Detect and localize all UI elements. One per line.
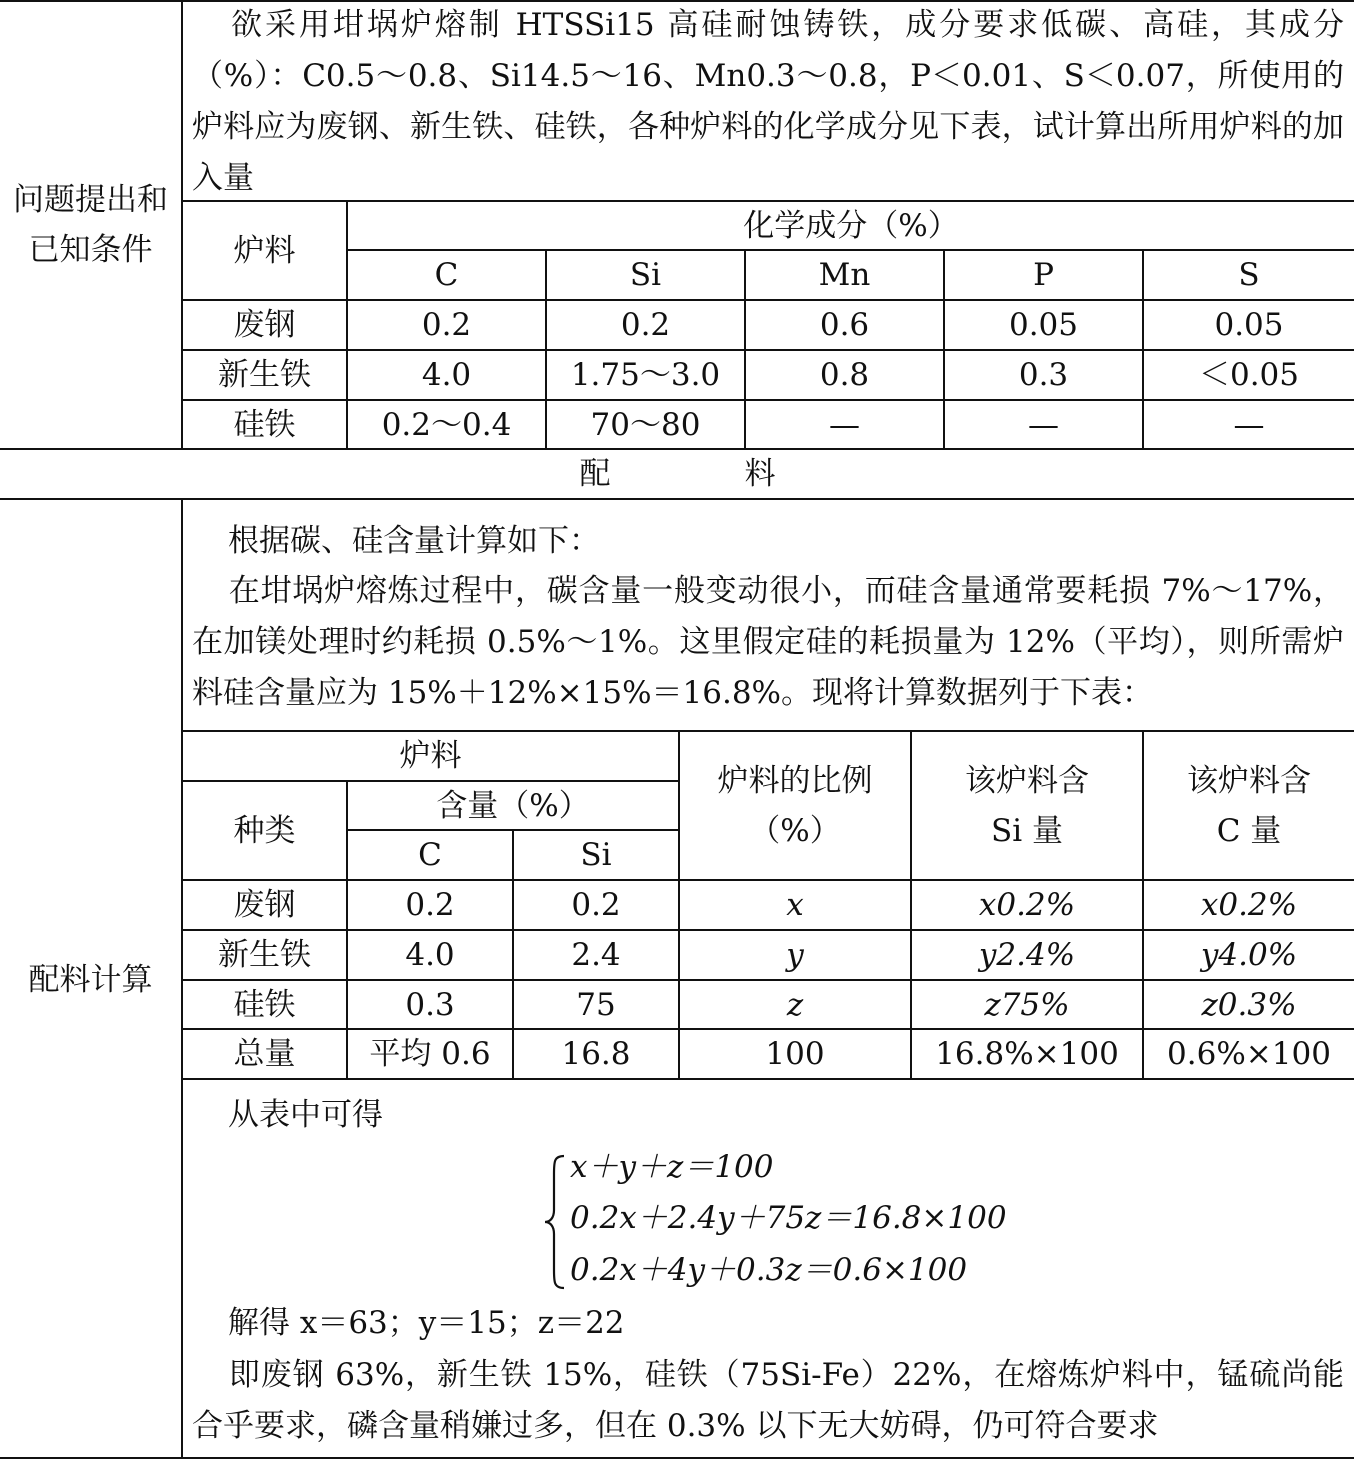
t2-cell: 75 [576,986,616,1023]
t1-col-mn: Mn [818,257,871,293]
conclusion-paragraph [192,1350,1344,1452]
t1-cell: 70～80 [590,406,701,443]
section2-label: 配料计算 [28,962,153,998]
t1-row-name: 硅铁 [233,406,296,443]
t1-cell: 0.6 [819,307,870,343]
band-title-left: 配 [579,456,611,492]
t1-cell: — [1028,406,1059,443]
t2-header-kind: 种类 [233,812,296,849]
t2-header-ratio-line2: （%） [749,813,841,849]
t2-cell: 0.2 [405,887,455,923]
t1-cell: — [1233,406,1265,443]
t1-header-material: 炉料 [233,232,296,269]
t1-cell: 0.2 [620,307,671,343]
t1-row-name: 废钢 [233,307,296,343]
t2-cell: 16.8 [561,1036,631,1072]
t2-header-c-amount-line1: 该炉料含 [1187,763,1311,799]
t2-cell: 0.2 [571,887,621,923]
t1-cell: 0.05 [1008,307,1079,343]
t2-cell: z75% [984,986,1070,1023]
equation-2: 0.2x＋2.4y＋75z＝16.8×100 [570,1200,1007,1236]
t2-header-si-amount-line2: Si 量 [990,813,1063,849]
t2-cell: x0.2% [1200,887,1298,923]
t1-header-chem: 化学成分（%） [743,207,959,244]
intro-paragraph [192,516,1344,567]
problem-text: 欲采用坩埚炉熔制 HTSSi15 高硅耐蚀铸铁，成分要求低碳、高硅，其成分（%）：C0.5～0.8、Si14.5～16、Mn0.3～0.8，P＜0.01、S＜0.07，所使用的炉料应为废钢、新生铁、硅铁，各种炉料的化学成分见下表，试计算出所用炉料的加入量 [192,7,1344,196]
t1-col-p: P [1033,257,1054,293]
t2-header-ratio [680,756,910,856]
intro-line: 根据碳、硅含量计算如下： [228,523,600,559]
t1-col-s: S [1238,257,1260,293]
t1-cell: 1.75～3.0 [570,357,721,393]
t2-cell: 平均 0.6 [369,1036,491,1072]
t1-cell: 0.2～0.4 [381,406,512,443]
equation-brace [542,1152,568,1292]
t2-header-material: 炉料 [399,738,462,774]
rule-band-bottom [0,498,1354,500]
band-title-right: 料 [744,456,776,492]
t2-row-name: 新生铁 [218,937,311,973]
t2-cell: y [786,937,804,973]
t2-header-si-amount-line1: 该炉料含 [965,763,1089,799]
t2-header-c-amount-line2: C 量 [1216,813,1282,849]
t2-cell: 16.8%×100 [935,1036,1119,1072]
t2-header-content: 含量（%） [436,787,590,824]
t2-cell: x [786,887,804,923]
section1-label [0,175,181,275]
explain-text: 在坩埚炉熔炼过程中，碳含量一般变动很小，而硅含量通常要耗损 7%～17%，在加镁处理时约耗损 0.5%～1%。这里假定硅的耗损量为 12%（平均），则所需炉料硅含量应为 15%＋12%×15%＝16.8%。现将计算数据列于下表： [192,573,1344,711]
t2-header-si: Si [580,837,612,873]
problem-statement [192,0,1344,204]
t2-cell: z [786,986,804,1023]
t2-cell: y4.0% [1200,937,1298,973]
section1-label-line1: 问题提出和 [13,182,168,218]
equation-3: 0.2x＋4y＋0.3z＝0.6×100 [570,1252,968,1288]
t2-header-ratio-line1: 炉料的比例 [717,763,873,799]
solution-text: 解得 x＝63；y＝15；z＝22 [228,1305,625,1341]
conclusion-text: 即废钢 63%，新生铁 15%，硅铁（75Si-Fe）22%，在熔炼炉料中，锰硫尚能合乎要求，磷含量稍嫌过多，但在 0.3% 以下无大妨碍，仍可符合要求 [192,1357,1344,1444]
t2-header-si-amount [912,756,1142,856]
t1-cell: 0.05 [1214,307,1284,343]
t1-cell: 4.0 [421,357,472,393]
explain-paragraph [192,566,1344,719]
t1-cell: 0.3 [1018,357,1069,393]
t1-cell: 0.2 [421,307,472,343]
equation-1: x＋y＋z＝100 [570,1149,774,1185]
t2-row-name: 废钢 [233,887,296,923]
t2-header-c: C [418,837,442,873]
t1-col-c: C [434,257,459,293]
t2-cell: x0.2% [978,887,1076,923]
t2-cell: 100 [765,1036,825,1072]
t2-row-name: 总量 [233,1036,296,1072]
t2-cell: 2.4 [571,937,621,973]
section1-label-line2: 已知条件 [28,232,153,268]
t2-row-name: 硅铁 [233,986,296,1023]
t2-cell: 4.0 [405,937,455,973]
t1-col-si: Si [629,257,662,293]
t2-cell: 0.6%×100 [1167,1036,1331,1072]
solution-line [192,1298,1344,1349]
from-table-text: 从表中可得 [228,1097,383,1133]
t1-cell: — [829,406,860,443]
t1-cell: ＜0.05 [1198,357,1300,393]
t1-cell: 0.8 [819,357,870,393]
from-table-line [192,1090,1344,1141]
t1-row-name: 新生铁 [218,357,311,393]
t2-header-c-amount [1144,756,1354,856]
t2-cell: y2.4% [978,937,1076,973]
t2-cell: z0.3% [1201,986,1297,1023]
t2-cell: 0.3 [405,986,455,1023]
rule-bottom [0,1457,1354,1459]
